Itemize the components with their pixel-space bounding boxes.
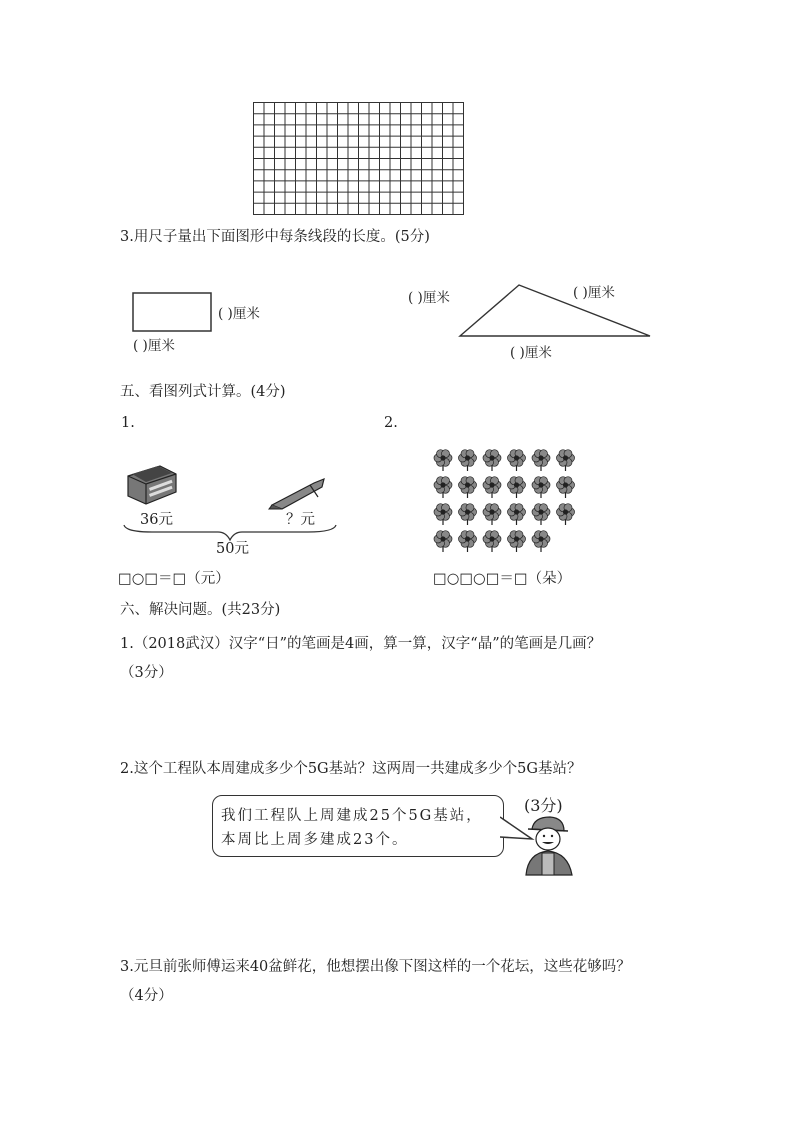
question-three-line1: 3.元旦前张师傅运来40盆鲜花，他想摆出像下图这样的一个花坛，这些花够吗？ xyxy=(120,959,631,975)
question-one-line2: （3分） xyxy=(120,665,173,681)
flower-icon xyxy=(557,477,575,498)
total-price-label: 50元 xyxy=(216,541,249,557)
flower-icon xyxy=(508,531,526,552)
flower-array xyxy=(430,445,590,557)
worker-avatar-icon xyxy=(518,815,578,877)
speech-bubble xyxy=(212,795,504,857)
problem-two-formula[interactable]: □○□○□＝□（朵） xyxy=(433,571,572,587)
rect-bottom-length-blank[interactable]: ( )厘米 xyxy=(133,338,175,354)
question-two-points: (3分) xyxy=(524,796,563,815)
question-three-line2: （4分） xyxy=(120,988,173,1004)
flower-icon xyxy=(508,504,526,525)
bubble-line-1: 我们工程队上周建成25个5G基站， xyxy=(221,808,483,824)
triangle-left-side-blank[interactable]: ( )厘米 xyxy=(408,290,450,306)
flower-icon xyxy=(532,477,550,498)
problem-one-formula[interactable]: □○□＝□（元） xyxy=(118,571,230,587)
flower-icon xyxy=(434,531,452,552)
flower-icon xyxy=(532,450,550,471)
triangle-figure xyxy=(455,275,655,345)
flower-icon xyxy=(483,477,501,498)
flower-icon xyxy=(459,531,477,552)
drawing-grid xyxy=(253,102,465,216)
rectangle-figure xyxy=(130,290,215,335)
flower-icon xyxy=(434,477,452,498)
rect-right-length-blank[interactable]: ( )厘米 xyxy=(218,306,260,322)
flower-icon xyxy=(557,504,575,525)
flower-icon xyxy=(459,504,477,525)
pen-price-label: ？元 xyxy=(286,512,315,528)
measure-question-title: 3.用尺子量出下面图形中每条线段的长度。(5分) xyxy=(120,229,430,245)
flower-icon xyxy=(483,450,501,471)
flower-icon xyxy=(459,477,477,498)
triangle-bottom-side-blank[interactable]: ( )厘米 xyxy=(510,345,552,361)
book-price-label: 36元 xyxy=(140,512,173,528)
pen-icon xyxy=(266,475,330,511)
triangle-right-side-blank[interactable]: ( )厘米 xyxy=(573,285,615,301)
flower-icon xyxy=(434,450,452,471)
problem-one-number: 1. xyxy=(121,415,135,431)
flower-icon xyxy=(508,450,526,471)
question-one-line1: 1.（2018武汉）汉字“日”的笔画是4画，算一算，汉字“晶”的笔画是几画？ xyxy=(120,636,602,652)
flower-icon xyxy=(434,504,452,525)
flower-icon xyxy=(532,531,550,552)
flower-icon xyxy=(557,450,575,471)
flower-icon xyxy=(508,477,526,498)
bubble-line-2: 本周比上周多建成23个。 xyxy=(221,832,409,848)
flower-icon xyxy=(483,531,501,552)
book-icon xyxy=(124,462,182,507)
flower-icon xyxy=(459,450,477,471)
problem-two-number: 2. xyxy=(384,415,398,431)
flower-icon xyxy=(532,504,550,525)
section-five-title: 五、看图列式计算。(4分) xyxy=(120,384,286,400)
section-six-title: 六、解决问题。(共23分) xyxy=(120,602,281,618)
flower-icon xyxy=(483,504,501,525)
question-two-text: 2.这个工程队本周建成多少个5G基站？这两周一共建成多少个5G基站？ xyxy=(120,761,582,777)
